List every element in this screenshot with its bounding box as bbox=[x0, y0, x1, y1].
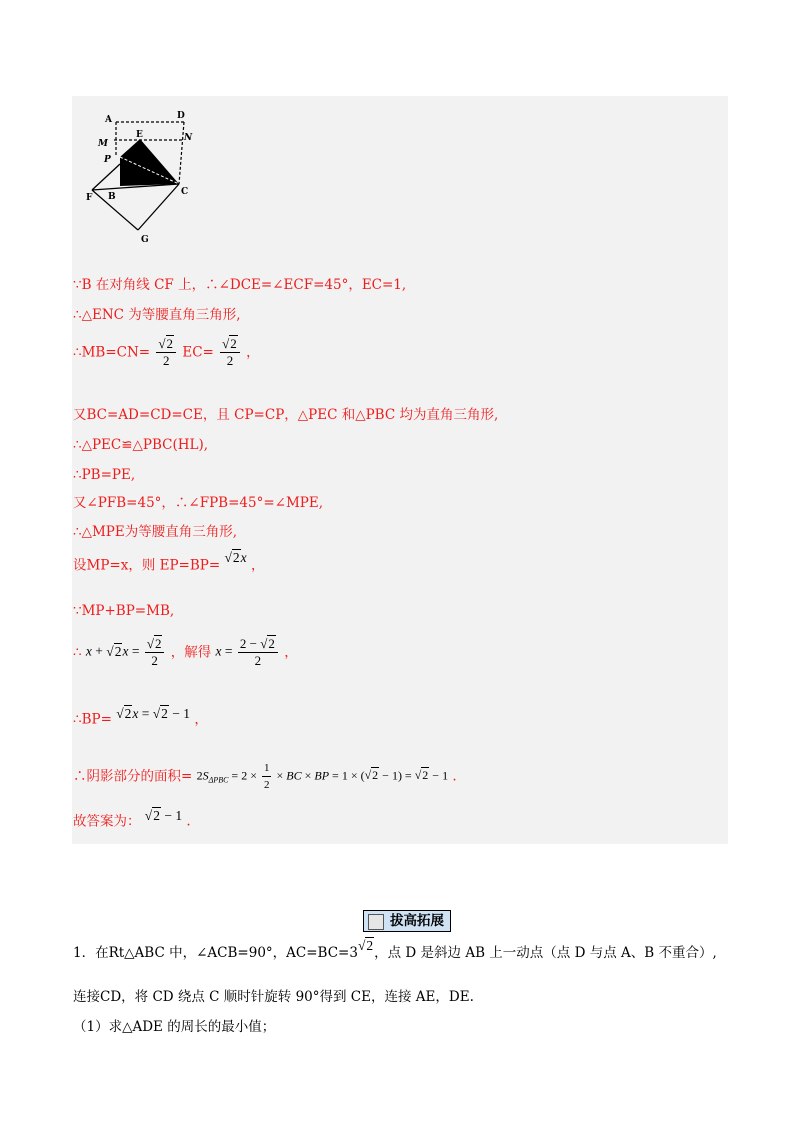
line12-prefix: ∴BP= bbox=[73, 711, 112, 728]
solution-line-1: ∵B 在对角线 CF 上，∴∠DCE=∠ECF=45°，EC=1, bbox=[73, 277, 407, 293]
bp-expression: √2x = √2 − 1 bbox=[116, 705, 191, 721]
line3-prefix: ∴MB=CN= bbox=[73, 344, 151, 361]
sqrt2x-expression: √2x bbox=[224, 549, 247, 565]
solution-line-7: 又∠PFB=45°，∴∠FPB=45°=∠MPE, bbox=[73, 495, 324, 511]
solution-line-5: ∴△PEC≌△PBC(HL), bbox=[73, 437, 209, 453]
label-m: M bbox=[98, 139, 108, 149]
line3-suffix: ， bbox=[246, 344, 260, 361]
question-line-3: （1）求△ADE 的周长的最小值； bbox=[73, 1019, 276, 1035]
line9-suffix: ， bbox=[250, 557, 265, 574]
section-title-text: 拔高拓展 bbox=[390, 913, 444, 929]
label-c: C bbox=[181, 187, 189, 197]
line11-suffix: ， bbox=[284, 644, 298, 661]
sqrt2-symbol: √2 bbox=[357, 937, 374, 953]
label-e: E bbox=[136, 130, 143, 140]
solution-line-9 bbox=[73, 549, 265, 575]
line14-suffix: . bbox=[186, 813, 191, 830]
label-p: P bbox=[104, 155, 111, 165]
label-n: N bbox=[184, 133, 193, 143]
solution-line-6: ∴PB=PE, bbox=[73, 467, 136, 483]
line11-prefix: ∴ bbox=[73, 644, 82, 661]
solution-line-12 bbox=[73, 705, 208, 729]
section-title bbox=[363, 910, 451, 932]
geometry-figure bbox=[78, 104, 198, 244]
solution-x-equation: x = $\frac{2 - √2}{2}$ bbox=[216, 636, 280, 669]
label-a: A bbox=[105, 115, 112, 125]
question-line-1 bbox=[73, 937, 717, 963]
label-d: D bbox=[177, 111, 185, 121]
q1-part2: ，点 D 是斜边 AB 上一动点（点 D 与点 A、B 不重合）, bbox=[374, 945, 717, 961]
solution-line-4: 又BC=AD=CD=CE，且 CP=CP，△PEC 和△PBC 均为直角三角形, bbox=[73, 407, 499, 423]
solution-line-3 bbox=[73, 336, 260, 369]
sqrt2-over-2-fraction: $\frac{√2}{2}$ bbox=[156, 336, 176, 369]
solution-line-11 bbox=[73, 636, 298, 669]
answer-expression: √2 − 1 bbox=[144, 807, 183, 823]
label-b: B bbox=[108, 192, 116, 202]
sqrt2-over-2-fraction: $\frac{√2}{2}$ bbox=[220, 336, 240, 369]
q1-part1: 1．在Rt△ABC 中，∠ACB=90°，AC=BC=3 bbox=[73, 945, 358, 961]
area-expression: $2S_{\Delta PBC} = 2$ × $\frac{1}{2}$ × BC × BP = 1 × (√2 − 1) = √2 − 1 bbox=[196, 762, 449, 791]
solution-line-2: ∴△ENC 为等腰直角三角形, bbox=[73, 307, 241, 323]
line13-suffix: . bbox=[452, 768, 457, 785]
solution-line-10: ∵MP+BP=MB, bbox=[73, 603, 175, 619]
equation-x-plus-sqrt2x: x + √2x = $\frac{√2}{2}$ bbox=[86, 636, 167, 669]
line13-prefix: ∴阴影部分的面积= bbox=[73, 768, 193, 785]
line11-mid: ，解得 bbox=[170, 644, 212, 661]
line9-prefix: 设MP=x，则 EP=BP= bbox=[73, 557, 221, 574]
line3-mid: EC= bbox=[182, 344, 214, 361]
title-square-icon bbox=[368, 914, 384, 930]
solution-line-14 bbox=[73, 807, 191, 831]
line14-prefix: 故答案为： bbox=[73, 813, 141, 830]
label-f: F bbox=[86, 193, 93, 203]
question-line-2: 连接CD，将 CD 绕点 C 顺时针旋转 90°得到 CE，连接 AE，DE. bbox=[73, 989, 474, 1005]
solution-line-8: ∴△MPE为等腰直角三角形, bbox=[73, 524, 238, 540]
label-g: G bbox=[141, 235, 149, 244]
line12-suffix: ， bbox=[194, 711, 208, 728]
solution-line-13 bbox=[73, 760, 457, 793]
